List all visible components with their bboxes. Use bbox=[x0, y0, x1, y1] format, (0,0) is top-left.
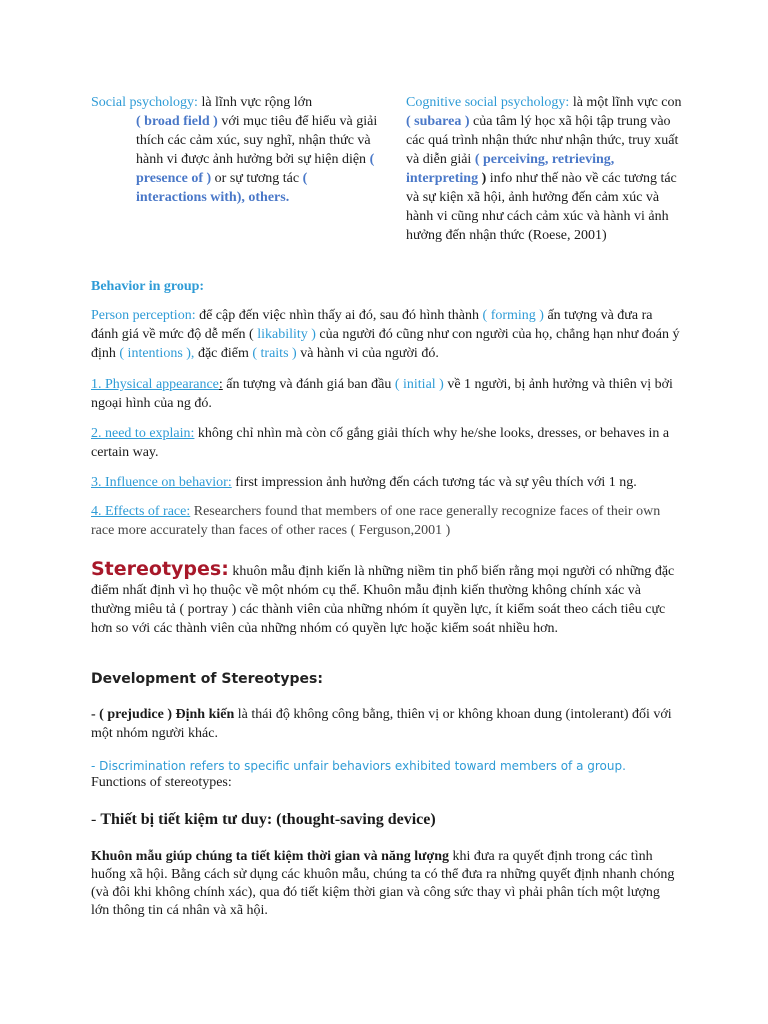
text: ấn tượng và đưa ra đánh giá về mức độ dễ mến ( bbox=[91, 308, 653, 342]
term-effects-of-race: 4. Effects of race: bbox=[91, 504, 191, 519]
person-perception-paragraph bbox=[91, 306, 681, 363]
term-perceiving: ( perceiving, retrieving, interpreting bbox=[406, 152, 615, 186]
text: Researchers found that members of one race generally recognize faces of their own race more accurately than faces of other races ( Ferguson,2001 ) bbox=[91, 504, 661, 538]
thought-saving-title: Thiết bị tiết kiệm tư duy: (thought-saving device) bbox=[100, 811, 436, 828]
text: - bbox=[91, 811, 101, 828]
influence-on-behavior-paragraph bbox=[91, 473, 681, 492]
term-influence-on-behavior: 3. Influence on behavior: bbox=[91, 475, 232, 490]
term-intentions: ( intentions ), bbox=[119, 346, 195, 361]
stereotypes-title: Stereotypes: bbox=[91, 558, 229, 580]
text: info như thế nào về các tương tác và sự kiện xã hội, ảnh hưởng đến cảm xúc và hành vi cũng như cách cảm xúc và hành vi ảnh hưởng đến nhận thức (Roese, 2001) bbox=[406, 171, 677, 243]
text: là lĩnh vực rộng lớn bbox=[197, 95, 313, 110]
text: về 1 người, bị ảnh hưởng và thiên vị bởi ngoại hình của ng đó. bbox=[91, 377, 673, 411]
khuon-mau-paragraph bbox=[91, 848, 681, 920]
need-to-explain-paragraph bbox=[91, 424, 681, 462]
text: ấn tượng và đánh giá ban đầu bbox=[222, 377, 395, 392]
text: để cập đến việc nhìn thấy ai đó, sau đó hình thành bbox=[195, 308, 483, 323]
discrimination-line: - Discrimination refers to specific unfair behaviors exhibited toward members of a group. bbox=[91, 759, 626, 773]
term-person-perception: Person perception: bbox=[91, 308, 196, 323]
text: đặc điểm bbox=[194, 346, 253, 361]
physical-appearance-paragraph bbox=[91, 375, 681, 413]
text: là thái độ không công bằng, thiên vị or không khoan dung (intolerant) đối với một nhóm người khác. bbox=[91, 707, 672, 741]
text: ) bbox=[478, 171, 487, 186]
term-traits: ( traits ) bbox=[252, 346, 297, 361]
khuon-mau-bold: Khuôn mẫu giúp chúng ta tiết kiệm thời gian và năng lượng bbox=[91, 849, 450, 864]
term-social-psychology: Social psychology: bbox=[91, 95, 198, 110]
text: khi đưa ra quyết định trong các tình huống xã hội. Bằng cách sử dụng các khuôn mẫu, chúng ta có thể đưa ra những quyết định nhanh chóng (và đôi khi không chính xác), qua đó tiết kiệm thời gian và công sức thay vì phải phân tích một lượng lớn thông tin cá nhân và xã hội. bbox=[91, 849, 675, 918]
behavior-in-group-heading: Behavior in group: bbox=[91, 279, 205, 294]
functions-of-stereotypes: Functions of stereotypes: bbox=[91, 775, 232, 790]
text: không chỉ nhìn mà còn cố gắng giải thích why he/she looks, dresses, or behaves in a certain way. bbox=[91, 426, 670, 460]
term-physical-appearance: 1. Physical appearance bbox=[91, 377, 219, 392]
text: và hành vi của người đó. bbox=[296, 346, 439, 361]
development-of-stereotypes-heading: Development of Stereotypes: bbox=[91, 671, 323, 687]
term-prejudice: - ( prejudice ) Định kiến bbox=[91, 707, 235, 722]
text: : bbox=[218, 377, 223, 392]
term-likability: likability ) bbox=[257, 327, 316, 342]
stereotypes-paragraph bbox=[91, 560, 681, 638]
term-presence-of: ( presence of ) bbox=[136, 152, 375, 186]
text: khuôn mẫu định kiến là những niềm tin phổ biến rằng mọi người có những đặc điểm nhất định vì họ thuộc về một nhóm cụ thể. Khuôn mẫu định kiến thường không chính xác và thường miêu tả ( portray ) các thành viên của những nhóm ít quyền lực, ít kiểm soát theo cách tiêu cực hơn so với các thành viên của những nhóm có quyền lực hoặc kiểm soát nhiều hơn. bbox=[91, 564, 675, 636]
prejudice-paragraph bbox=[91, 705, 681, 743]
text: của tâm lý học xã hội tập trung vào các quá trình nhận thức như nhận thức, truy xuất và diễn giải bbox=[406, 114, 679, 167]
term-broad-field: ( broad field ) bbox=[136, 114, 218, 129]
term-need-to-explain: 2. need to explain: bbox=[91, 426, 195, 441]
term-initial: ( initial ) bbox=[394, 377, 444, 392]
text: của người đó cũng như con người của họ, chẳng hạn như đoán ý định bbox=[91, 327, 680, 361]
social-psychology-definition bbox=[91, 93, 381, 207]
text: or sự tương tác bbox=[211, 171, 303, 186]
term-forming: ( forming ) bbox=[482, 308, 544, 323]
text: first impression ảnh hưởng đến cách tương tác và sự yêu thích với 1 ng. bbox=[231, 475, 637, 490]
thought-saving-device-heading bbox=[91, 810, 681, 829]
cognitive-social-psychology-definition bbox=[406, 93, 684, 245]
text: với mục tiêu để hiểu và giải thích các cảm xúc, suy nghĩ, nhận thức và hành vi được ảnh hưởng bởi sự hiện diện bbox=[136, 114, 378, 167]
text: là một lĩnh vực con bbox=[569, 95, 682, 110]
term-interactions: ( interactions with), others. bbox=[136, 171, 308, 205]
term-cognitive-social-psychology: Cognitive social psychology: bbox=[406, 95, 570, 110]
effects-of-race-paragraph bbox=[91, 502, 681, 540]
term-subarea: ( subarea ) bbox=[406, 114, 470, 129]
